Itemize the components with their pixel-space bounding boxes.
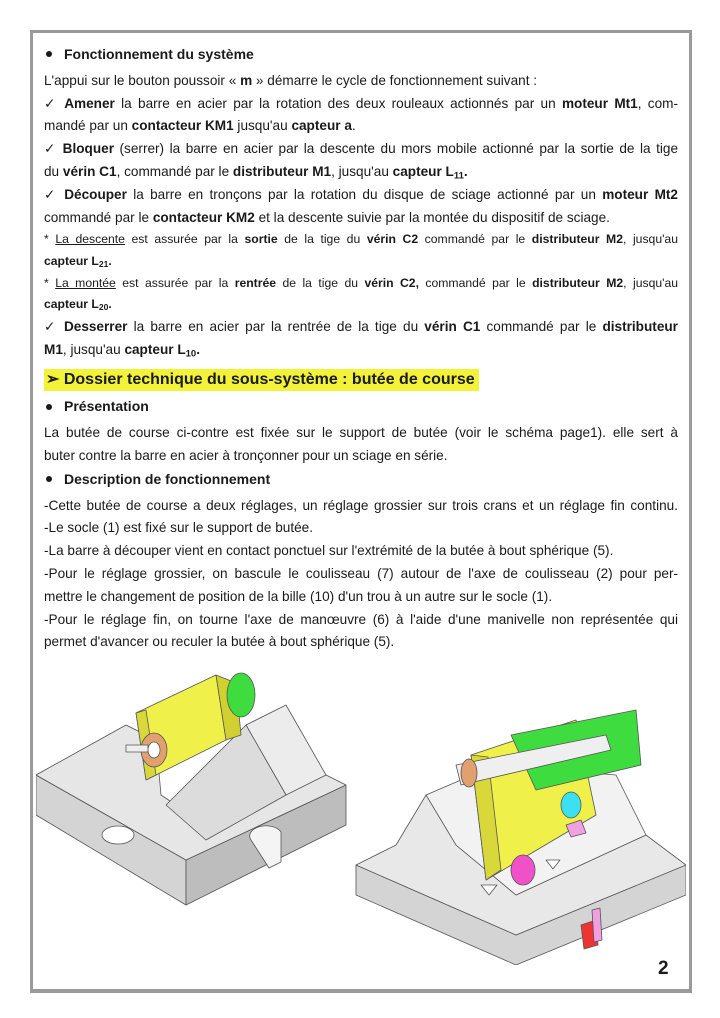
description-lines (44, 495, 678, 655)
text-segment: M1 (44, 341, 63, 357)
text-segment: * (44, 232, 56, 247)
text-segment: vérin C1 (62, 163, 117, 179)
text-segment: . (196, 341, 200, 357)
presentation-lines (44, 422, 678, 468)
text-line (44, 273, 678, 295)
text-segment: ✓ (44, 141, 63, 157)
bullet-icon (46, 51, 52, 57)
text-line (44, 445, 678, 468)
section1-lines (44, 70, 678, 362)
text-segment: moteur Mt2 (602, 186, 678, 202)
butee-section-drawing (356, 710, 686, 965)
page-number: 2 (658, 958, 669, 979)
text-segment: ✓ (44, 318, 64, 334)
text-line (44, 540, 678, 563)
text-segment: et la descente suivie par la montée du dispositif de sciage. (254, 209, 610, 225)
text-segment: La butée de course ci-contre est fixée sur le support de butée (voir le schéma page1). elle sert à (44, 425, 678, 441)
text-segment: buter contre la barre en acier à tronçonner pour un sciage en série. (44, 447, 448, 463)
text-line (44, 609, 678, 632)
text-segment: -Pour le réglage fin, on tourne l'axe de manœuvre (6) à l'aide d'une manivelle non représentée qui (44, 611, 678, 627)
text-segment: , jusqu'au (623, 275, 679, 290)
text-line (44, 563, 678, 586)
text-segment: distributeur M1 (232, 163, 332, 179)
text-segment: Desserrer (63, 318, 128, 334)
text-line (44, 207, 678, 230)
text-segment: capteur a (291, 118, 352, 134)
text-segment: distributeur M2 (531, 232, 623, 247)
text-line (44, 495, 678, 518)
text-segment: , com- (637, 95, 679, 111)
butee-illustrations (36, 665, 686, 965)
butee-assembled-drawing (36, 673, 346, 905)
text-segment: ✓ (44, 95, 65, 111)
text-segment: de la tige du (277, 232, 367, 247)
text-segment: m (240, 72, 253, 88)
text-segment: vérin C2 (366, 232, 419, 247)
text-segment: mandé par un (44, 118, 132, 134)
text-segment: commandé par le (480, 318, 603, 334)
bullet-icon (46, 404, 52, 410)
text-segment: . (108, 253, 112, 268)
text-line (44, 251, 678, 273)
text-segment: mettre le changement de position de la bille (10) d'un trou à un autre sur le socle (1). (44, 588, 553, 604)
text-segment: capteur L (124, 341, 186, 357)
text-segment: Découper (64, 186, 127, 202)
text-line (44, 70, 678, 93)
text-segment: rentrée (234, 275, 277, 290)
text-segment: commandé par le (418, 232, 532, 247)
text-segment: de la tige du (276, 275, 365, 290)
text-segment: 10 (185, 347, 197, 359)
text-segment: * (44, 275, 56, 290)
section-title-description: Description de fonctionnement (44, 468, 678, 491)
text-segment: -Le socle (1) est fixé sur le support de butée. (44, 520, 313, 536)
text-segment: L'appui sur le bouton poussoir « (44, 72, 241, 88)
section-title-presentation: Présentation (44, 395, 678, 418)
text-segment: » démarre le cycle de fonctionnement suivant : (252, 72, 538, 88)
text-line (44, 93, 678, 116)
text-segment: du (44, 163, 63, 179)
text-line (44, 586, 678, 609)
section-title-fonctionnement: Fonctionnement du système (44, 43, 678, 66)
text-segment: capteur L (44, 297, 99, 312)
text-line (44, 316, 678, 339)
text-segment: capteur L (44, 253, 99, 268)
text-segment: -Pour le réglage grossier, on bascule le coulisseau (7) autour de l'axe de coulisseau (2) pour per- (44, 565, 678, 581)
text-segment: 21 (98, 259, 109, 270)
text-line (44, 229, 678, 251)
text-line (44, 294, 678, 316)
text-segment: . (463, 163, 468, 179)
text-segment: La montée (55, 275, 116, 290)
text-segment: commandé par le (44, 209, 153, 225)
text-segment: contacteur KM2 (152, 209, 255, 225)
text-segment: contacteur KM1 (131, 118, 234, 134)
text-segment: vérin C1 (424, 318, 481, 334)
text-segment: , jusqu'au (623, 232, 678, 247)
text-segment: Amener (64, 95, 115, 111)
text-line (44, 161, 678, 184)
text-segment: Bloquer (62, 141, 115, 157)
text-segment: , jusqu'au (62, 341, 125, 357)
text-line (44, 115, 678, 138)
text-line (44, 517, 678, 540)
document-body (44, 43, 678, 654)
text-segment: commandé par le (418, 275, 533, 290)
text-segment: est assurée par la (124, 232, 245, 247)
bullet-icon (46, 476, 52, 482)
text-segment: la barre en acier par la rentrée de la tige du (127, 318, 425, 334)
text-segment: permet d'avancer ou reculer la butée à bout sphérique (5). (44, 634, 395, 650)
text-line (44, 631, 678, 654)
text-segment: , jusqu'au (331, 163, 393, 179)
section-heading-butee: ➢ Dossier technique du sous-système : butée de course (44, 369, 479, 391)
text-segment: la barre en tronçons par la rotation du disque de sciage actionné par un (126, 186, 603, 202)
text-segment: 11 (453, 170, 464, 182)
text-segment: sortie (244, 232, 278, 247)
text-segment: est assurée par la (115, 275, 235, 290)
text-segment: 20 (98, 302, 109, 313)
text-segment: moteur Mt1 (561, 95, 638, 111)
text-segment: . (351, 118, 356, 134)
text-segment: ✓ (44, 186, 65, 202)
text-segment: -La barre à découper vient en contact ponctuel sur l'extrémité de la butée à bout sphérique (5). (44, 543, 614, 559)
text-line (44, 422, 678, 445)
text-segment: distributeur (602, 318, 678, 334)
text-segment: la barre en acier par la rotation des deux rouleaux actionnés par un (114, 95, 562, 111)
text-line (44, 339, 678, 362)
text-segment: distributeur M2 (532, 275, 624, 290)
text-segment: La descente (55, 232, 125, 247)
text-segment: , commandé par le (116, 163, 233, 179)
text-line (44, 138, 678, 161)
text-segment: -Cette butée de course a deux réglages, un réglage grossier sur trois crans et un réglage fin continu. (44, 497, 678, 513)
text-segment: vérin C2, (364, 275, 419, 290)
text-segment: capteur L (392, 163, 454, 179)
text-segment: (serrer) la barre en acier par la descente du mors mobile actionné par la sortie de la tige (114, 141, 679, 157)
text-line (44, 184, 678, 207)
text-segment: . (108, 297, 112, 312)
text-segment: jusqu'au (233, 118, 292, 134)
